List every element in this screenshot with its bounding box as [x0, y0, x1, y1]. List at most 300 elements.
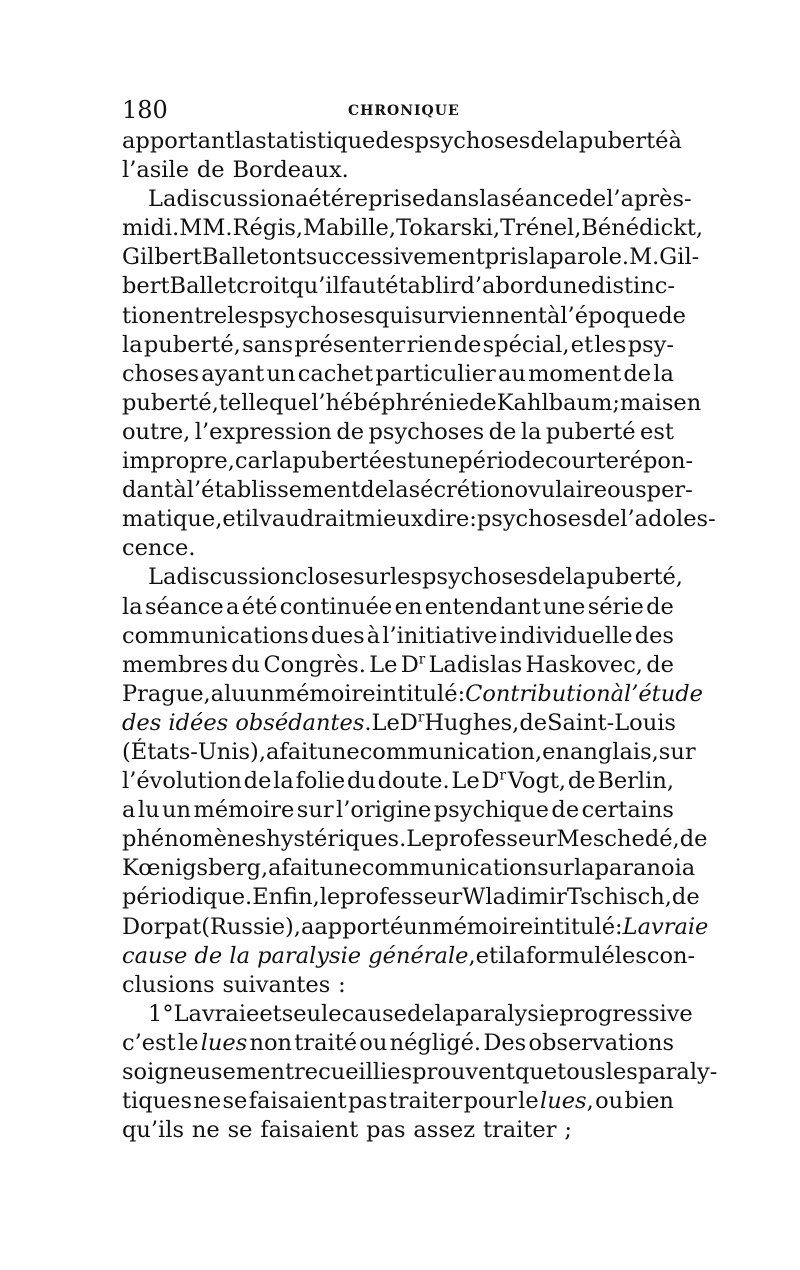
text-line — [122, 913, 709, 942]
word: midi. — [122, 215, 180, 242]
word: psychoses — [422, 564, 538, 591]
word: de — [488, 418, 517, 445]
word: Contribution — [465, 680, 611, 707]
word: psychoses — [368, 418, 485, 445]
word: lues — [200, 1029, 248, 1056]
word: progressive — [559, 1000, 693, 1027]
word: paranoia — [594, 855, 696, 882]
word: mémoire — [193, 797, 295, 824]
word: paraly- — [637, 1059, 718, 1085]
body-text — [122, 127, 718, 1145]
text-line — [122, 1087, 674, 1116]
word: périodique. — [122, 884, 253, 911]
word: en — [542, 738, 570, 765]
word: cence. — [122, 535, 196, 562]
word: Bordeaux. — [232, 157, 349, 184]
word: certains — [581, 797, 674, 824]
word: ont — [268, 244, 306, 271]
word: Berlin, — [597, 768, 674, 795]
page-number: 180 — [122, 96, 168, 124]
word: Ballet — [169, 273, 237, 300]
text-line — [122, 534, 674, 563]
word: traiter — [388, 1088, 463, 1115]
word: ; — [612, 389, 620, 416]
word: dues — [310, 622, 365, 649]
word: ou — [607, 477, 636, 504]
word: non — [249, 1029, 293, 1056]
text-line — [122, 563, 683, 592]
word: les — [389, 564, 423, 591]
word: la — [273, 768, 294, 795]
text-line — [122, 505, 716, 534]
word: l’expression — [194, 418, 332, 445]
word: entendant — [424, 593, 541, 620]
word: séance — [499, 186, 579, 213]
word: de — [567, 768, 596, 795]
word: traité — [294, 1029, 358, 1056]
word: mieux — [354, 506, 424, 533]
word: successivement — [305, 244, 485, 271]
word: de — [243, 768, 272, 795]
text-line — [122, 593, 674, 622]
word: l’après- — [606, 186, 692, 213]
word: de — [578, 186, 607, 213]
word: au — [497, 360, 526, 387]
word: se — [222, 1088, 248, 1115]
word: professeur — [340, 884, 463, 911]
word: Vogt, — [507, 768, 567, 795]
word: car — [234, 448, 272, 475]
word: observations — [528, 1029, 674, 1056]
word: a — [210, 680, 225, 707]
word: de — [336, 418, 365, 445]
word: hystériques. — [266, 826, 407, 853]
word: puberté — [578, 128, 669, 154]
word: tous — [557, 1059, 606, 1085]
word: tion — [122, 302, 167, 329]
word: MM. — [179, 215, 233, 242]
word: les — [605, 1059, 638, 1085]
word: ayant — [201, 360, 265, 387]
word: cachet — [297, 360, 374, 387]
word: communications — [122, 622, 309, 649]
word: qu’ils — [122, 1117, 184, 1144]
word: phénomènes — [122, 826, 267, 853]
word: intitulé — [375, 680, 458, 707]
word: à — [610, 680, 624, 707]
word: il — [497, 942, 513, 969]
word: l’étude — [624, 680, 703, 707]
word: présenter — [294, 331, 406, 358]
word: de — [623, 360, 652, 387]
word: sur — [296, 797, 334, 824]
text-line — [122, 767, 674, 796]
word: ne — [193, 1088, 222, 1115]
word: du — [346, 768, 376, 795]
word: Ballet — [201, 244, 269, 271]
word: établir — [385, 273, 461, 300]
word: lues, — [540, 1088, 594, 1115]
word: La — [148, 186, 177, 213]
word: de — [453, 331, 482, 358]
word: statistique — [255, 128, 376, 154]
word: entre — [166, 302, 228, 329]
word: prouvent — [412, 1059, 515, 1085]
text-line — [122, 389, 702, 418]
word: cause de la paralysie générale, — [122, 942, 476, 969]
word: dire: — [423, 506, 477, 533]
word: le — [518, 1088, 539, 1115]
word: particulier — [375, 360, 496, 387]
word: Gilbert — [122, 244, 202, 271]
word: la — [122, 331, 143, 358]
text-line — [122, 709, 674, 738]
word: folie — [295, 768, 346, 795]
word: a — [300, 913, 315, 940]
word: de — [406, 1000, 435, 1027]
word: Kahlbaum — [496, 389, 613, 416]
word: à — [173, 477, 187, 504]
word: de — [671, 884, 700, 911]
word: close — [294, 564, 354, 591]
word: clusions — [122, 971, 215, 998]
word: une — [317, 738, 360, 765]
word: de — [469, 389, 497, 416]
text-line — [122, 185, 692, 214]
word: la — [388, 477, 409, 504]
word: reprise — [344, 186, 426, 213]
word: Kœnigsberg, — [122, 855, 269, 882]
word: la — [434, 1000, 456, 1027]
word: communication — [361, 855, 538, 882]
word: assez — [413, 1117, 476, 1144]
word: que — [268, 389, 312, 416]
word: a — [265, 738, 280, 765]
word: (États-Unis), — [122, 738, 266, 765]
word: croit — [236, 273, 290, 300]
word: des — [634, 622, 674, 649]
word: ovulaire — [514, 477, 608, 504]
text-line — [122, 447, 694, 476]
word: intitulé: — [533, 913, 623, 940]
word: l’origine — [336, 797, 432, 824]
word: été — [241, 593, 278, 620]
word: puberté, — [143, 331, 241, 358]
word: Trénel, — [500, 215, 582, 242]
word: de — [658, 302, 686, 329]
word: est — [640, 418, 674, 445]
word: spécial, — [482, 331, 570, 358]
word: moment — [528, 360, 622, 387]
word: du — [231, 651, 261, 678]
word: tiques — [122, 1088, 192, 1115]
word: sur — [537, 855, 574, 882]
text-line — [122, 476, 693, 505]
word: les — [614, 942, 647, 969]
word: de — [196, 157, 225, 184]
word: choses — [122, 360, 200, 387]
word: la — [122, 593, 143, 620]
word: de — [360, 477, 389, 504]
word: la — [653, 360, 674, 387]
text-line — [122, 942, 696, 971]
word: formulé — [525, 942, 615, 969]
word: $D^r$ — [400, 651, 426, 678]
word: Meschedé, — [556, 826, 680, 853]
word: et — [222, 506, 245, 533]
word: faisaient — [260, 1117, 359, 1144]
word: La — [173, 1000, 202, 1027]
word: Le — [369, 651, 398, 678]
word: l’hébéphrénie — [311, 389, 470, 416]
word: qu’il — [289, 273, 340, 300]
text-line — [122, 854, 696, 883]
word: Mabille, — [303, 215, 397, 242]
word: ou — [359, 1029, 388, 1056]
word: psy- — [627, 331, 674, 358]
word: psychoses — [414, 128, 531, 154]
word: de — [537, 564, 566, 591]
word: période — [458, 448, 546, 475]
word: l’évolution — [122, 768, 242, 795]
word: La — [148, 564, 177, 591]
word: fait — [281, 855, 320, 882]
word: Ladislas — [428, 651, 523, 678]
word: apporté — [314, 913, 404, 940]
text-line — [122, 825, 708, 854]
word: bien — [624, 1088, 674, 1115]
text-line — [122, 1058, 718, 1087]
word: en — [673, 389, 702, 416]
word: Hughes, — [424, 709, 520, 736]
word: pas — [366, 1117, 406, 1144]
word: un — [403, 913, 433, 940]
text-line — [122, 796, 674, 825]
text-line — [122, 651, 674, 680]
word: ne — [191, 1117, 220, 1144]
word: l’établissement — [186, 477, 361, 504]
word: puberté, — [122, 389, 219, 416]
word: la — [528, 244, 550, 271]
word: est — [382, 448, 416, 475]
word: discussion — [176, 564, 295, 591]
text-line — [122, 360, 674, 389]
word: rien — [406, 331, 453, 358]
word: psychique — [433, 797, 549, 824]
text-line — [122, 418, 674, 447]
word: : — [338, 971, 346, 998]
word: M. — [629, 244, 660, 271]
word: de — [646, 593, 674, 620]
word: Le — [371, 709, 400, 736]
word: de — [646, 651, 674, 678]
word: ou — [595, 1088, 624, 1115]
word: de — [519, 709, 548, 736]
word: puberté, — [586, 564, 683, 591]
word: a — [225, 593, 240, 620]
word: la — [558, 128, 579, 154]
word: c’est — [122, 1029, 176, 1056]
word: : — [457, 680, 466, 707]
word: seule — [281, 1000, 342, 1027]
word: discussion — [176, 186, 295, 213]
word: anglais, — [569, 738, 659, 765]
word: vraie — [201, 1000, 260, 1027]
word: de — [679, 826, 708, 853]
word: lu — [137, 797, 160, 824]
word: con- — [646, 942, 696, 969]
word: Bénédickt, — [581, 215, 704, 242]
word: le — [177, 1029, 199, 1056]
word: communication, — [359, 738, 543, 765]
word: psychoses — [476, 506, 593, 533]
word: la — [520, 418, 542, 445]
word: fait — [279, 738, 318, 765]
word: et — [259, 1000, 282, 1027]
word: la — [234, 128, 256, 154]
word: Haskovec, — [525, 651, 643, 678]
word: des idées obsédantes. — [122, 709, 372, 736]
word: Enfin, — [252, 884, 320, 911]
word: cause — [341, 1000, 407, 1027]
word: puberté — [292, 448, 383, 475]
word: $D^r$ — [399, 709, 425, 736]
word: Gil- — [659, 244, 700, 271]
word: et — [475, 942, 498, 969]
word: et — [570, 331, 594, 358]
page-header — [122, 96, 682, 130]
word: bert — [122, 273, 170, 300]
word: sans — [242, 331, 294, 358]
word: 1° — [148, 1000, 174, 1027]
text-line — [122, 883, 700, 912]
word: une — [543, 593, 586, 620]
word: les — [227, 302, 260, 329]
word: pris — [484, 244, 529, 271]
word: de — [530, 128, 559, 154]
word: dans — [425, 186, 480, 213]
word: outre, — [122, 418, 191, 445]
word: distinc- — [590, 273, 675, 300]
word: Dorpat — [122, 913, 202, 940]
word: la — [573, 855, 595, 882]
text-line — [122, 243, 700, 272]
word: Prague, — [122, 680, 211, 707]
text-line — [122, 1000, 693, 1029]
word: Des — [483, 1029, 527, 1056]
word: un — [245, 680, 275, 707]
word: l’adoles- — [620, 506, 716, 533]
word: telle — [218, 389, 269, 416]
word: sécrétion — [408, 477, 515, 504]
word: puberté — [545, 418, 636, 445]
word: faut — [339, 273, 386, 300]
word: soigneusement — [122, 1059, 295, 1085]
word: à — [668, 128, 682, 154]
text-line — [122, 302, 686, 331]
word: paralysie — [455, 1000, 560, 1027]
word: des — [375, 128, 415, 154]
text-line — [122, 127, 682, 156]
text-line — [122, 331, 674, 360]
word: Tokarski, — [396, 215, 501, 242]
text-line — [122, 680, 703, 709]
word: membres — [122, 651, 229, 678]
word: une — [415, 448, 459, 475]
word: a — [268, 855, 282, 882]
word: séance — [144, 593, 224, 620]
word: l’époque — [560, 302, 659, 329]
word: la — [271, 448, 293, 475]
word: les — [594, 331, 627, 358]
text-line — [122, 622, 674, 651]
word: à — [366, 622, 381, 649]
word: de — [592, 506, 621, 533]
word: matique, — [122, 506, 223, 533]
word: (Russie), — [201, 913, 301, 940]
running-head: CHRONIQUE — [348, 103, 460, 119]
word: un — [162, 797, 192, 824]
word: Saint-Louis — [547, 709, 676, 736]
word: $D^r$ — [481, 767, 506, 795]
word: a — [122, 797, 136, 824]
word: professeur — [434, 826, 557, 853]
word: Congrès. — [263, 651, 366, 678]
word: suivantes — [222, 971, 331, 998]
word: continuée — [279, 593, 393, 620]
word: sur — [658, 738, 696, 765]
word: pas — [348, 1088, 388, 1115]
word: à — [546, 302, 561, 329]
word: que — [514, 1059, 558, 1085]
word: la — [479, 186, 500, 213]
word: a — [512, 942, 526, 969]
word: l’asile — [122, 157, 190, 184]
word: mémoire — [274, 680, 376, 707]
word: série — [587, 593, 644, 620]
word: le — [319, 884, 341, 911]
word: dant — [122, 477, 174, 504]
text-line — [122, 971, 674, 1000]
text-line — [122, 738, 696, 767]
text-line — [122, 1029, 674, 1058]
word: a — [294, 186, 309, 213]
word: un — [266, 360, 296, 387]
word: en — [394, 593, 423, 620]
word: individuelle — [499, 622, 633, 649]
word: psychoses — [259, 302, 375, 329]
word: mémoire — [432, 913, 534, 940]
word: doute. — [377, 768, 450, 795]
text-line — [122, 214, 704, 243]
word: une — [548, 273, 591, 300]
word: parole. — [549, 244, 630, 271]
word: qui — [374, 302, 412, 329]
word: une — [319, 855, 362, 882]
text-line — [122, 272, 674, 301]
word: l’initiative — [382, 622, 498, 649]
word: répon- — [618, 448, 694, 475]
word: surviennent — [411, 302, 547, 329]
word: été — [308, 186, 345, 213]
word: d’abord — [460, 273, 549, 300]
word: sper- — [635, 477, 693, 504]
word: Tschisch, — [566, 884, 672, 911]
word: La — [622, 913, 651, 940]
word: Régis, — [232, 215, 304, 242]
word: lu — [224, 680, 246, 707]
word: ; — [564, 1117, 572, 1144]
